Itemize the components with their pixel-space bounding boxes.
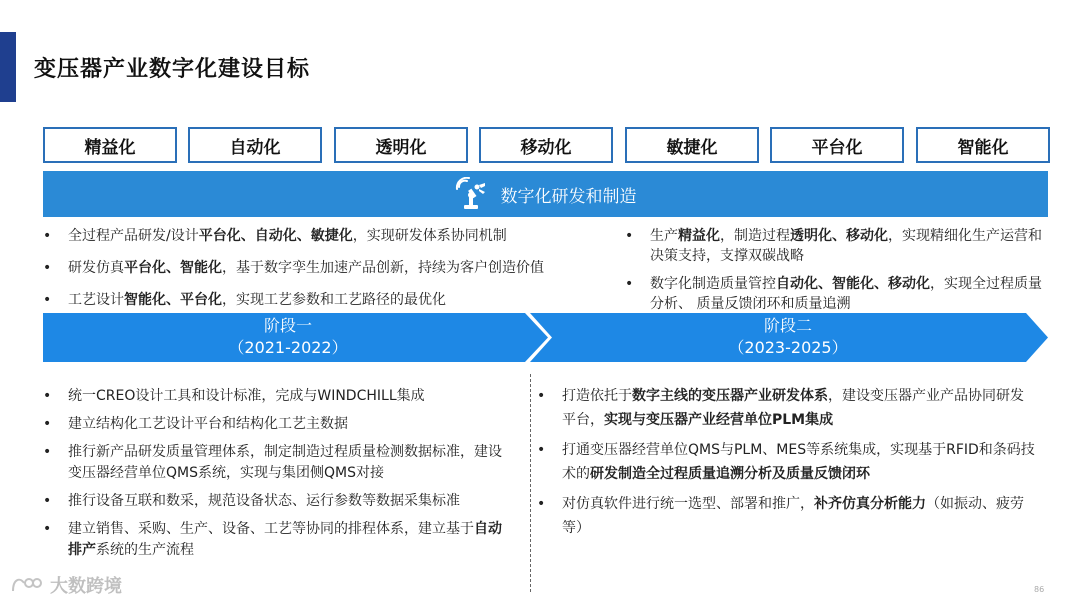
stage-two-period: （2023-2025） [728, 338, 848, 357]
bullet-text: 研发仿真 [68, 260, 124, 276]
watermark-text: 大数跨境 [50, 576, 122, 597]
bullet-emphasis: 透明化、移动化 [790, 228, 888, 244]
bullet-emphasis: 平台化、智能化 [124, 260, 222, 276]
bullet-text: 推行设备互联和数采，规范设备状态、运行参数等数据采集标准 [68, 493, 460, 509]
bullet-text: 全过程产品研发/设计 [68, 228, 199, 244]
stage-two-name: 阶段二 [763, 316, 812, 335]
bullet-item [43, 290, 583, 310]
keyword-box: 移动化 [479, 127, 613, 163]
bullet-text: ，制造过程 [720, 228, 790, 244]
stage-one-name: 阶段一 [263, 316, 312, 335]
bullet-emphasis: 平台化、自动化、敏捷化 [198, 228, 353, 244]
bullet-item [537, 438, 1037, 486]
bullet-emphasis: 自动化、智能化、移动化 [776, 276, 930, 292]
keyword-box: 自动化 [188, 127, 322, 163]
bullet-text: （如振动、疲劳等） [562, 496, 1024, 536]
bullet-text: ，基于数字孪生加速产品创新，持续为客户创造价值 [222, 260, 544, 276]
bullet-text: 推行新产品研发质量管理体系，制定制造过程质量检测数据标准，建设变压器经营单位QMS系统，实现与集团侧QMS对接 [68, 444, 502, 481]
stage-one-period: （2021-2022） [228, 338, 348, 357]
keyword-row [43, 127, 1048, 163]
bullet-emphasis: 智能化、平台化 [124, 292, 222, 308]
bullet-text: 统一CREO设计工具和设计标准，完成与WINDCHILL集成 [68, 388, 425, 404]
bullet-text: 建立销售、采购、生产、设备、工艺等协同的排程体系，建立基于 [68, 521, 474, 537]
bullet-emphasis: 研发制造全过程质量追溯分析及质量反馈闭环 [590, 466, 870, 482]
bullet-item [43, 442, 513, 484]
bullet-text: 数字化制造质量管控 [650, 276, 776, 292]
bullet-emphasis: 实现与变压器产业经营单位PLM集成 [604, 412, 834, 428]
page-title: 变压器产业数字化建设目标 [34, 57, 311, 82]
bullet-text: 打造依托于 [562, 388, 632, 404]
bullet-text: 生产 [650, 228, 678, 244]
stage-one-label [43, 315, 533, 359]
bottom-left-list [43, 386, 513, 568]
bullet-text: 系统的生产流程 [96, 542, 194, 558]
section-banner [43, 171, 1048, 217]
bullet-text: 打通变压器经营单位QMS与PLM、MES等系统集成，实现基于RFID和条码技术的 [562, 442, 1035, 482]
bullet-text: ，实现研发体系协同机制 [352, 228, 507, 244]
bullet-emphasis: 自动排产 [68, 521, 502, 558]
bullet-text: ，建设变压器产业产品协同研发平台， [562, 388, 1024, 428]
bullet-item [43, 386, 513, 407]
stage-arrow-band [43, 313, 1048, 362]
page-number: 86 [1034, 585, 1045, 594]
top-right-list [625, 226, 1050, 322]
bullet-emphasis: 精益化 [678, 228, 720, 244]
bullet-item [43, 258, 583, 278]
bullet-item [625, 274, 1050, 314]
bullet-item [43, 491, 513, 512]
bullet-item [43, 519, 513, 561]
bullet-item [43, 226, 583, 246]
robot-arm-icon [455, 177, 489, 211]
watermark-logo-icon [10, 573, 44, 597]
bullet-item [537, 384, 1037, 432]
bullet-text: 工艺设计 [68, 292, 124, 308]
keyword-box: 透明化 [334, 127, 468, 163]
column-divider [530, 374, 531, 592]
title-accent-bar [0, 32, 16, 102]
bullet-emphasis: 补齐仿真分析能力 [814, 496, 926, 512]
bullet-emphasis: 数字主线的变压器产业研发体系 [632, 388, 828, 404]
bullet-text: ，实现工艺参数和工艺路径的最优化 [222, 292, 446, 308]
bottom-right-list [537, 384, 1037, 546]
bullet-text: ，实现全过程质量分析、 质量反馈闭环和质量追溯 [650, 276, 1042, 312]
stage-two-label [543, 315, 1033, 359]
bullet-item [43, 414, 513, 435]
bullet-item [625, 226, 1050, 266]
keyword-box: 智能化 [916, 127, 1050, 163]
keyword-box: 敏捷化 [625, 127, 759, 163]
bullet-text: 建立结构化工艺设计平台和结构化工艺主数据 [68, 416, 348, 432]
bullet-text: ，实现精细化生产运营和决策支持，支撑双碳战略 [650, 228, 1042, 264]
bullet-item [537, 492, 1037, 540]
keyword-box: 平台化 [770, 127, 904, 163]
top-left-list [43, 226, 583, 322]
keyword-box: 精益化 [43, 127, 177, 163]
watermark [10, 572, 122, 598]
banner-label: 数字化研发和制造 [500, 186, 637, 207]
bullet-text: 对仿真软件进行统一选型、部署和推广， [562, 496, 814, 512]
